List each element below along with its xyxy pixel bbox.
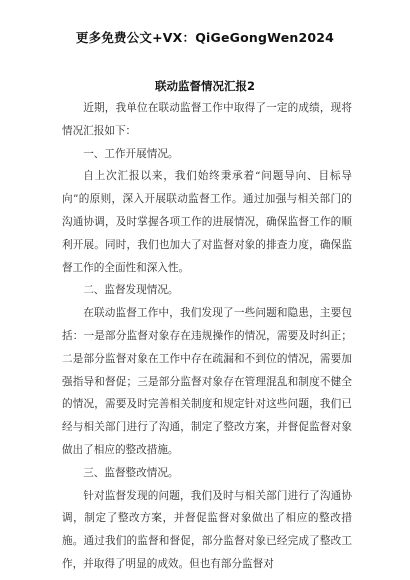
document-body	[62, 97, 352, 576]
paragraph-intro: 近期，我单位在联动监督工作中取得了一定的成绩，现将情况汇报如下：	[62, 102, 352, 137]
section-heading-rectification: 三、监督整改情况。	[83, 466, 179, 479]
paragraph-work: 自上次汇报以来，我们始终秉承着“问题导向、目标导向”的原则，深入开展联动监督工作。通过加强与相关部门的沟通协调，及时掌握各项工作的进展情况，确保监督工作的顺利开展。同时，我们也加大了对监督对象的排查力度，确保监督工作的全面性和深入性。	[62, 170, 352, 274]
paragraph-rectification: 针对监督发现的问题，我们及时与相关部门进行了沟通协调，制定了整改方案，并督促监督对象做出了相应的整改措施。通过我们的监督和督促，部分监督对象已经完成了整改工作，并取得了明显的成效。但也有部分监督对	[62, 489, 352, 570]
paragraph-findings: 在联动监督工作中，我们发现了一些问题和隐患，主要包括：一是部分监督对象存在违规操作的情况，需要及时纠正；二是部分监督对象在工作中存在疏漏和不到位的情况，需要加强指导和督促；三是部分监督对象存在管理混乱和制度不健全的情况，需要及时完善相关制度和规定针对这些问题，我们已经与相关部门进行了沟通，制定了整改方案，并督促监督对象做出了相应的整改措施。	[62, 307, 352, 456]
section-heading-work: 一、工作开展情况。	[83, 147, 179, 160]
section-heading-findings: 二、监督发现情况。	[83, 284, 179, 297]
watermark-header: 更多免费公文+VX：QiGeGongWen2024	[75, 30, 335, 45]
document-title: 联动监督情况汇报2	[154, 79, 255, 93]
